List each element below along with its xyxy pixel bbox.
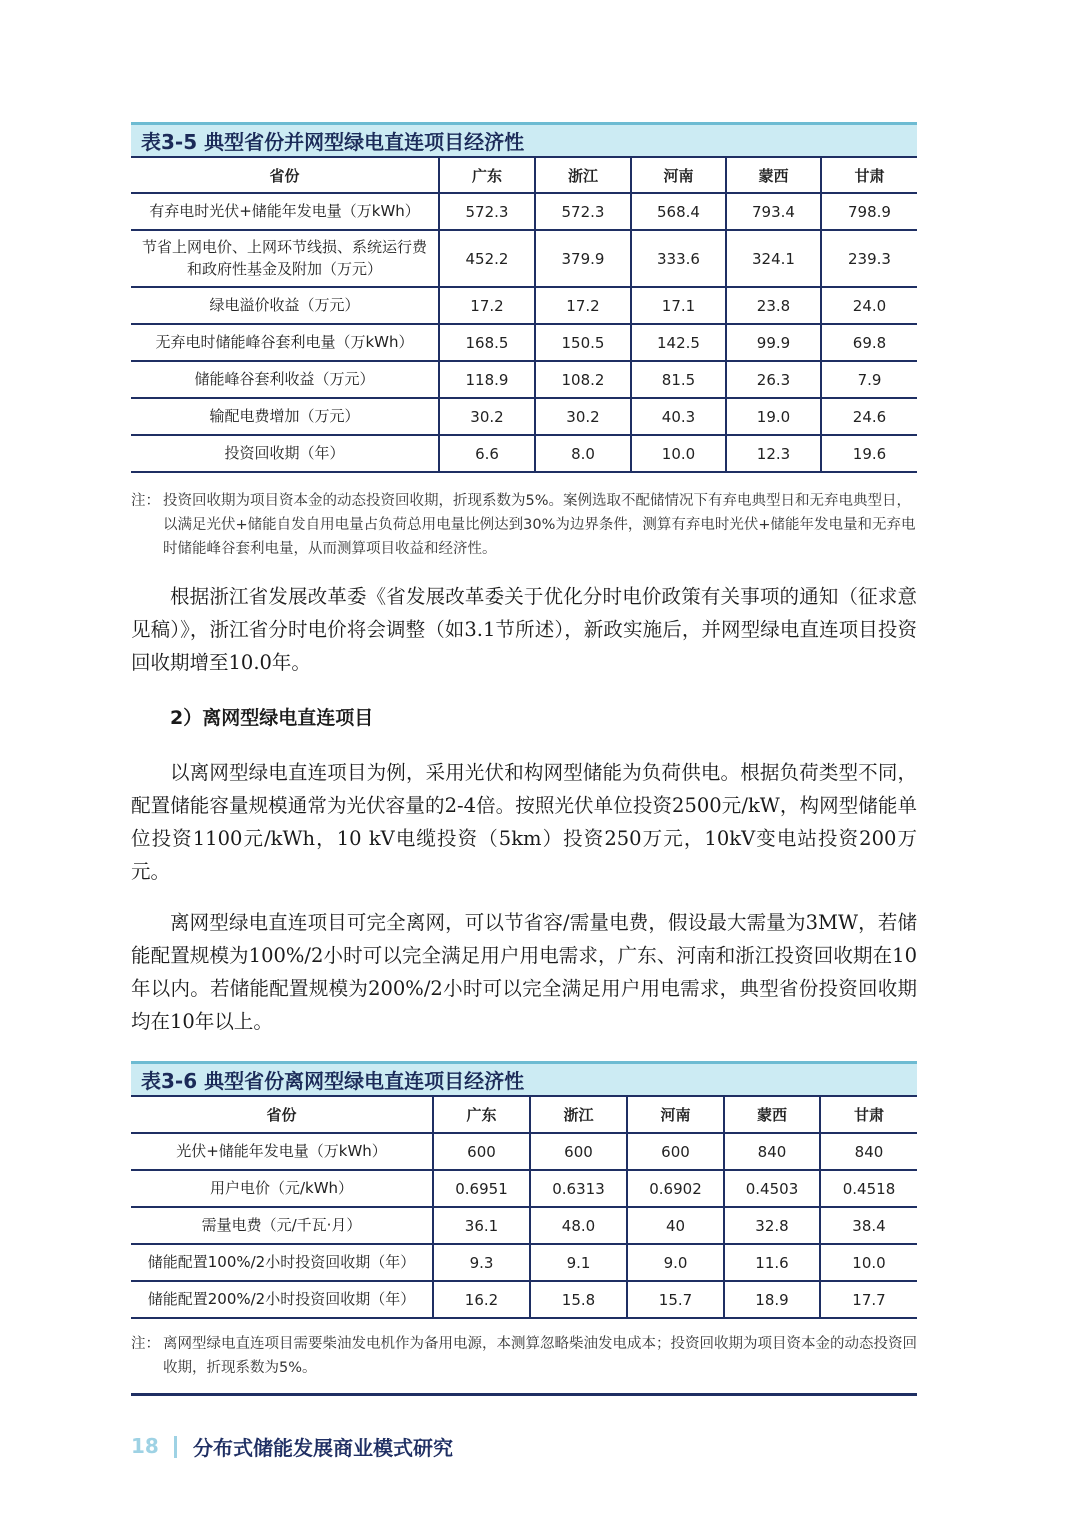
cell: 30.2 xyxy=(439,398,535,435)
header-cell: 河南 xyxy=(627,1096,724,1133)
cell: 452.2 xyxy=(439,230,535,287)
cell: 793.4 xyxy=(726,193,821,230)
row-label: 输配电费增加（万元） xyxy=(131,398,439,435)
cell: 81.5 xyxy=(631,361,726,398)
paragraph: 根据浙江省发展改革委《省发展改革委关于优化分时电价政策有关事项的通知（征求意见稿）》，浙江省分时电价将会调整（如3.1节所述），新政实施后，并网型绿电直连项目投资回收期增至10.0年。 xyxy=(131,585,917,674)
footer-title: 分布式储能发展商业模式研究 xyxy=(193,1436,453,1460)
cell: 600 xyxy=(627,1133,724,1170)
row-label: 储能配置100%/2小时投资回收期（年） xyxy=(131,1244,433,1281)
cell: 40.3 xyxy=(631,398,726,435)
cell: 24.6 xyxy=(821,398,917,435)
cell: 7.9 xyxy=(821,361,917,398)
cell: 9.3 xyxy=(433,1244,530,1281)
cell: 0.6951 xyxy=(433,1170,530,1207)
cell: 16.2 xyxy=(433,1281,530,1318)
table-header-row xyxy=(131,157,917,193)
cell: 10.0 xyxy=(820,1244,917,1281)
table-3-6 xyxy=(131,1061,917,1319)
table-row xyxy=(131,1244,917,1281)
cell: 40 xyxy=(627,1207,724,1244)
note-label: 注： xyxy=(131,493,160,509)
cell: 600 xyxy=(433,1133,530,1170)
header-cell: 浙江 xyxy=(535,157,631,193)
cell: 840 xyxy=(820,1133,917,1170)
footer-divider xyxy=(131,1393,917,1396)
table-note xyxy=(131,1332,917,1380)
table-header-row xyxy=(131,1096,917,1133)
row-label: 用户电价（元/kWh） xyxy=(131,1170,433,1207)
row-label: 绿电溢价收益（万元） xyxy=(131,287,439,324)
cell: 15.8 xyxy=(530,1281,627,1318)
cell: 0.6902 xyxy=(627,1170,724,1207)
cell: 17.2 xyxy=(535,287,631,324)
cell: 600 xyxy=(530,1133,627,1170)
cell: 572.3 xyxy=(535,193,631,230)
cell: 0.6313 xyxy=(530,1170,627,1207)
cell: 99.9 xyxy=(726,324,821,361)
table-row xyxy=(131,361,917,398)
cell: 17.1 xyxy=(631,287,726,324)
row-label: 储能峰谷套利收益（万元） xyxy=(131,361,439,398)
table-note xyxy=(131,489,917,561)
row-label: 储能配置200%/2小时投资回收期（年） xyxy=(131,1281,433,1318)
table-row xyxy=(131,193,917,230)
row-label: 需量电费（元/千瓦·月） xyxy=(131,1207,433,1244)
cell: 168.5 xyxy=(439,324,535,361)
cell: 18.9 xyxy=(724,1281,820,1318)
cell: 150.5 xyxy=(535,324,631,361)
table-row xyxy=(131,1133,917,1170)
header-cell: 省份 xyxy=(131,157,439,193)
table-row xyxy=(131,1170,917,1207)
row-label: 节省上网电价、上网环节线损、系统运行费和政府性基金及附加（万元） xyxy=(131,230,439,287)
table-row xyxy=(131,324,917,361)
cell: 840 xyxy=(724,1133,820,1170)
table-row xyxy=(131,398,917,435)
header-cell: 广东 xyxy=(439,157,535,193)
cell: 30.2 xyxy=(535,398,631,435)
table-row xyxy=(131,1207,917,1244)
cell: 15.7 xyxy=(627,1281,724,1318)
cell: 6.6 xyxy=(439,435,535,472)
cell: 48.0 xyxy=(530,1207,627,1244)
cell: 239.3 xyxy=(821,230,917,287)
note-label: 注： xyxy=(131,1336,160,1352)
section-heading: 2）离网型绿电直连项目 xyxy=(170,707,374,729)
paragraph: 离网型绿电直连项目可完全离网，可以节省容/需量电费，假设最大需量为3MW，若储能配置规模为100%/2小时可以完全满足用户用电需求，广东、河南和浙江投资回收期在10年以内。若储能配置规模为200%/2小时可以完全满足用户用电需求，典型省份投资回收期均在10年以上。 xyxy=(131,911,917,1033)
cell: 9.0 xyxy=(627,1244,724,1281)
row-label: 投资回收期（年） xyxy=(131,435,439,472)
header-cell: 蒙西 xyxy=(724,1096,820,1133)
cell: 23.8 xyxy=(726,287,821,324)
cell: 0.4518 xyxy=(820,1170,917,1207)
cell: 9.1 xyxy=(530,1244,627,1281)
table-row xyxy=(131,435,917,472)
cell: 19.6 xyxy=(821,435,917,472)
cell: 19.0 xyxy=(726,398,821,435)
footer-separator xyxy=(174,1436,177,1458)
table-row xyxy=(131,287,917,324)
header-cell: 省份 xyxy=(131,1096,433,1133)
cell: 32.8 xyxy=(724,1207,820,1244)
row-label: 光伏+储能年发电量（万kWh） xyxy=(131,1133,433,1170)
paragraph: 以离网型绿电直连项目为例，采用光伏和构网型储能为负荷供电。根据负荷类型不同，配置储能容量规模通常为光伏容量的2-4倍。按照光伏单位投资2500元/kW，构网型储能单位投资1100元/kWh，10 kV电缆投资（5km）投资250万元，10kV变电站投资200万元。 xyxy=(131,761,917,883)
cell: 142.5 xyxy=(631,324,726,361)
header-cell: 甘肃 xyxy=(820,1096,917,1133)
cell: 108.2 xyxy=(535,361,631,398)
cell: 17.2 xyxy=(439,287,535,324)
table-3-5 xyxy=(131,122,917,473)
header-cell: 广东 xyxy=(433,1096,530,1133)
table-row xyxy=(131,1281,917,1318)
cell: 324.1 xyxy=(726,230,821,287)
table-grid xyxy=(131,156,917,473)
cell: 798.9 xyxy=(821,193,917,230)
cell: 568.4 xyxy=(631,193,726,230)
cell: 26.3 xyxy=(726,361,821,398)
cell: 8.0 xyxy=(535,435,631,472)
note-text: 离网型绿电直连项目需要柴油发电机作为备用电源，本测算忽略柴油发电成本；投资回收期为项目资本金的动态投资回收期，折现系数为5%。 xyxy=(163,1336,917,1376)
cell: 333.6 xyxy=(631,230,726,287)
row-label: 有弃电时光伏+储能年发电量（万kWh） xyxy=(131,193,439,230)
table-title: 表3-6 典型省份离网型绿电直连项目经济性 xyxy=(131,1061,917,1095)
cell: 69.8 xyxy=(821,324,917,361)
cell: 38.4 xyxy=(820,1207,917,1244)
table-grid xyxy=(131,1095,917,1319)
header-cell: 蒙西 xyxy=(726,157,821,193)
cell: 11.6 xyxy=(724,1244,820,1281)
table-title: 表3-5 典型省份并网型绿电直连项目经济性 xyxy=(131,122,917,156)
cell: 379.9 xyxy=(535,230,631,287)
row-label: 无弃电时储能峰谷套利电量（万kWh） xyxy=(131,324,439,361)
cell: 36.1 xyxy=(433,1207,530,1244)
header-cell: 浙江 xyxy=(530,1096,627,1133)
header-cell: 甘肃 xyxy=(821,157,917,193)
cell: 118.9 xyxy=(439,361,535,398)
cell: 10.0 xyxy=(631,435,726,472)
cell: 17.7 xyxy=(820,1281,917,1318)
page-number: 18 xyxy=(131,1434,159,1458)
table-row xyxy=(131,230,917,287)
note-text: 投资回收期为项目资本金的动态投资回收期，折现系数为5%。案例选取不配储情况下有弃电典型日和无弃电典型日，以满足光伏+储能自发自用电量占负荷总用电量比例达到30%为边界条件，测算有弃电时光伏+储能年发电量和无弃电时储能峰谷套利电量，从而测算项目收益和经济性。 xyxy=(163,493,916,557)
cell: 24.0 xyxy=(821,287,917,324)
cell: 12.3 xyxy=(726,435,821,472)
header-cell: 河南 xyxy=(631,157,726,193)
cell: 0.4503 xyxy=(724,1170,820,1207)
cell: 572.3 xyxy=(439,193,535,230)
